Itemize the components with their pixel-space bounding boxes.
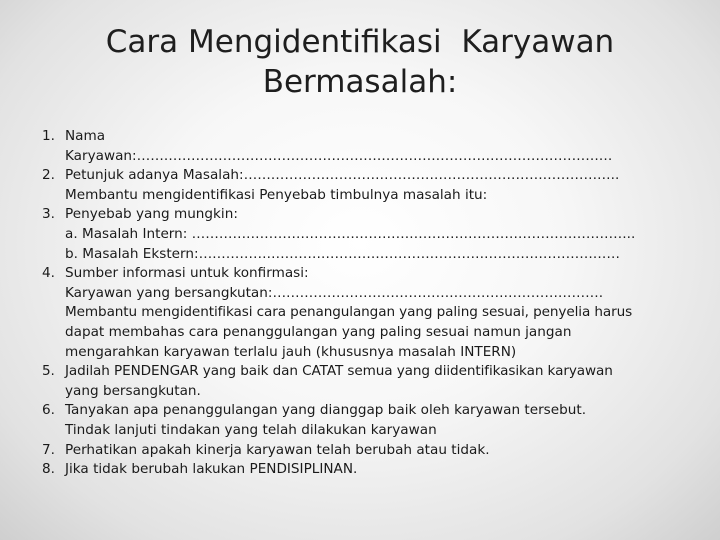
- list-item-text: Tindak lanjuti tindakan yang telah dilakukan karyawan: [65, 421, 437, 438]
- list-item-text: Karyawan yang bersangkutan:……………………………………………………………….: [65, 284, 604, 301]
- list-item-5-line-2: [40, 382, 690, 402]
- list-item-text: yang bersangkutan.: [65, 382, 201, 399]
- list-item-6-line-2: [40, 421, 690, 441]
- list-item-text: Membantu mengidentifikasi Penyebab timbulnya masalah itu:: [65, 186, 488, 203]
- list-item-text: Perhatikan apakah kinerja karyawan telah berubah atau tidak.: [65, 441, 490, 458]
- list-item-text: Karyawan:……………………………………………………………………………………………: [65, 147, 613, 164]
- list-item-4-line-3: [40, 303, 690, 323]
- list-item-text: Sumber informasi untuk konfirmasi:: [65, 265, 309, 282]
- list-item-8-line-1: [40, 460, 690, 480]
- list-item-1-line-1: [40, 127, 690, 147]
- list-item-4-line-2: [40, 284, 690, 304]
- numbered-list: [40, 127, 690, 480]
- list-item-1-line-2: [40, 147, 690, 167]
- list-item-2-line-1: [40, 166, 690, 186]
- list-item-2-line-2: [40, 186, 690, 206]
- list-item-3-line-1: [40, 205, 690, 225]
- list-item-text: dapat membahas cara penanggulangan yang paling sesuai namun jangan: [65, 323, 572, 340]
- list-item-text: mengarahkan karyawan terlalu jauh (khususnya masalah INTERN): [65, 343, 517, 360]
- list-item-5-number: 5.: [42, 363, 55, 380]
- list-item-4-line-5: [40, 343, 690, 363]
- list-item-2-number: 2.: [42, 167, 55, 184]
- list-item-7-number: 7.: [42, 441, 55, 458]
- list-item-4-line-1: [40, 264, 690, 284]
- list-item-text: Jadilah PENDENGAR yang baik dan CATAT semua yang diidentifikasikan karyawan: [65, 363, 613, 380]
- slide-title: [0, 22, 720, 102]
- list-item-3-sub-a: [40, 225, 690, 245]
- list-item-text: Jika tidak berubah lakukan PENDISIPLINAN.: [65, 461, 358, 478]
- list-item-text: a. Masalah Intern: ……………………………………………………………………………………..: [65, 225, 636, 242]
- list-item-4-line-4: [40, 323, 690, 343]
- list-item-6-line-1: [40, 401, 690, 421]
- list-item-text: b. Masalah Ekstern:…………………………………………………………………………………: [65, 245, 620, 262]
- list-item-text: Membantu mengidentifikasi cara penangulangan yang paling sesuai, penyelia harus: [65, 304, 633, 321]
- list-item-text: Nama: [65, 128, 106, 144]
- list-item-text: Tanyakan apa penanggulangan yang dianggap baik oleh karyawan tersebut.: [65, 402, 587, 419]
- slide-title-line-2: Bermasalah:: [262, 64, 458, 100]
- list-item-5-line-1: [40, 362, 690, 382]
- list-item-1-number: 1.: [42, 128, 55, 144]
- list-item-4-number: 4.: [42, 265, 55, 282]
- list-item-3-sub-b: [40, 245, 690, 265]
- slide-title-line-1: Cara Mengidentifikasi Karyawan: [105, 24, 615, 60]
- list-item-3-number: 3.: [42, 206, 55, 223]
- list-item-text: Penyebab yang mungkin:: [65, 206, 238, 223]
- list-item-8-number: 8.: [42, 461, 55, 478]
- list-item-6-number: 6.: [42, 402, 55, 419]
- list-item-text: Petunjuk adanya Masalah:………………………………………………………………………..: [65, 167, 620, 184]
- list-item-7-line-1: [40, 441, 690, 461]
